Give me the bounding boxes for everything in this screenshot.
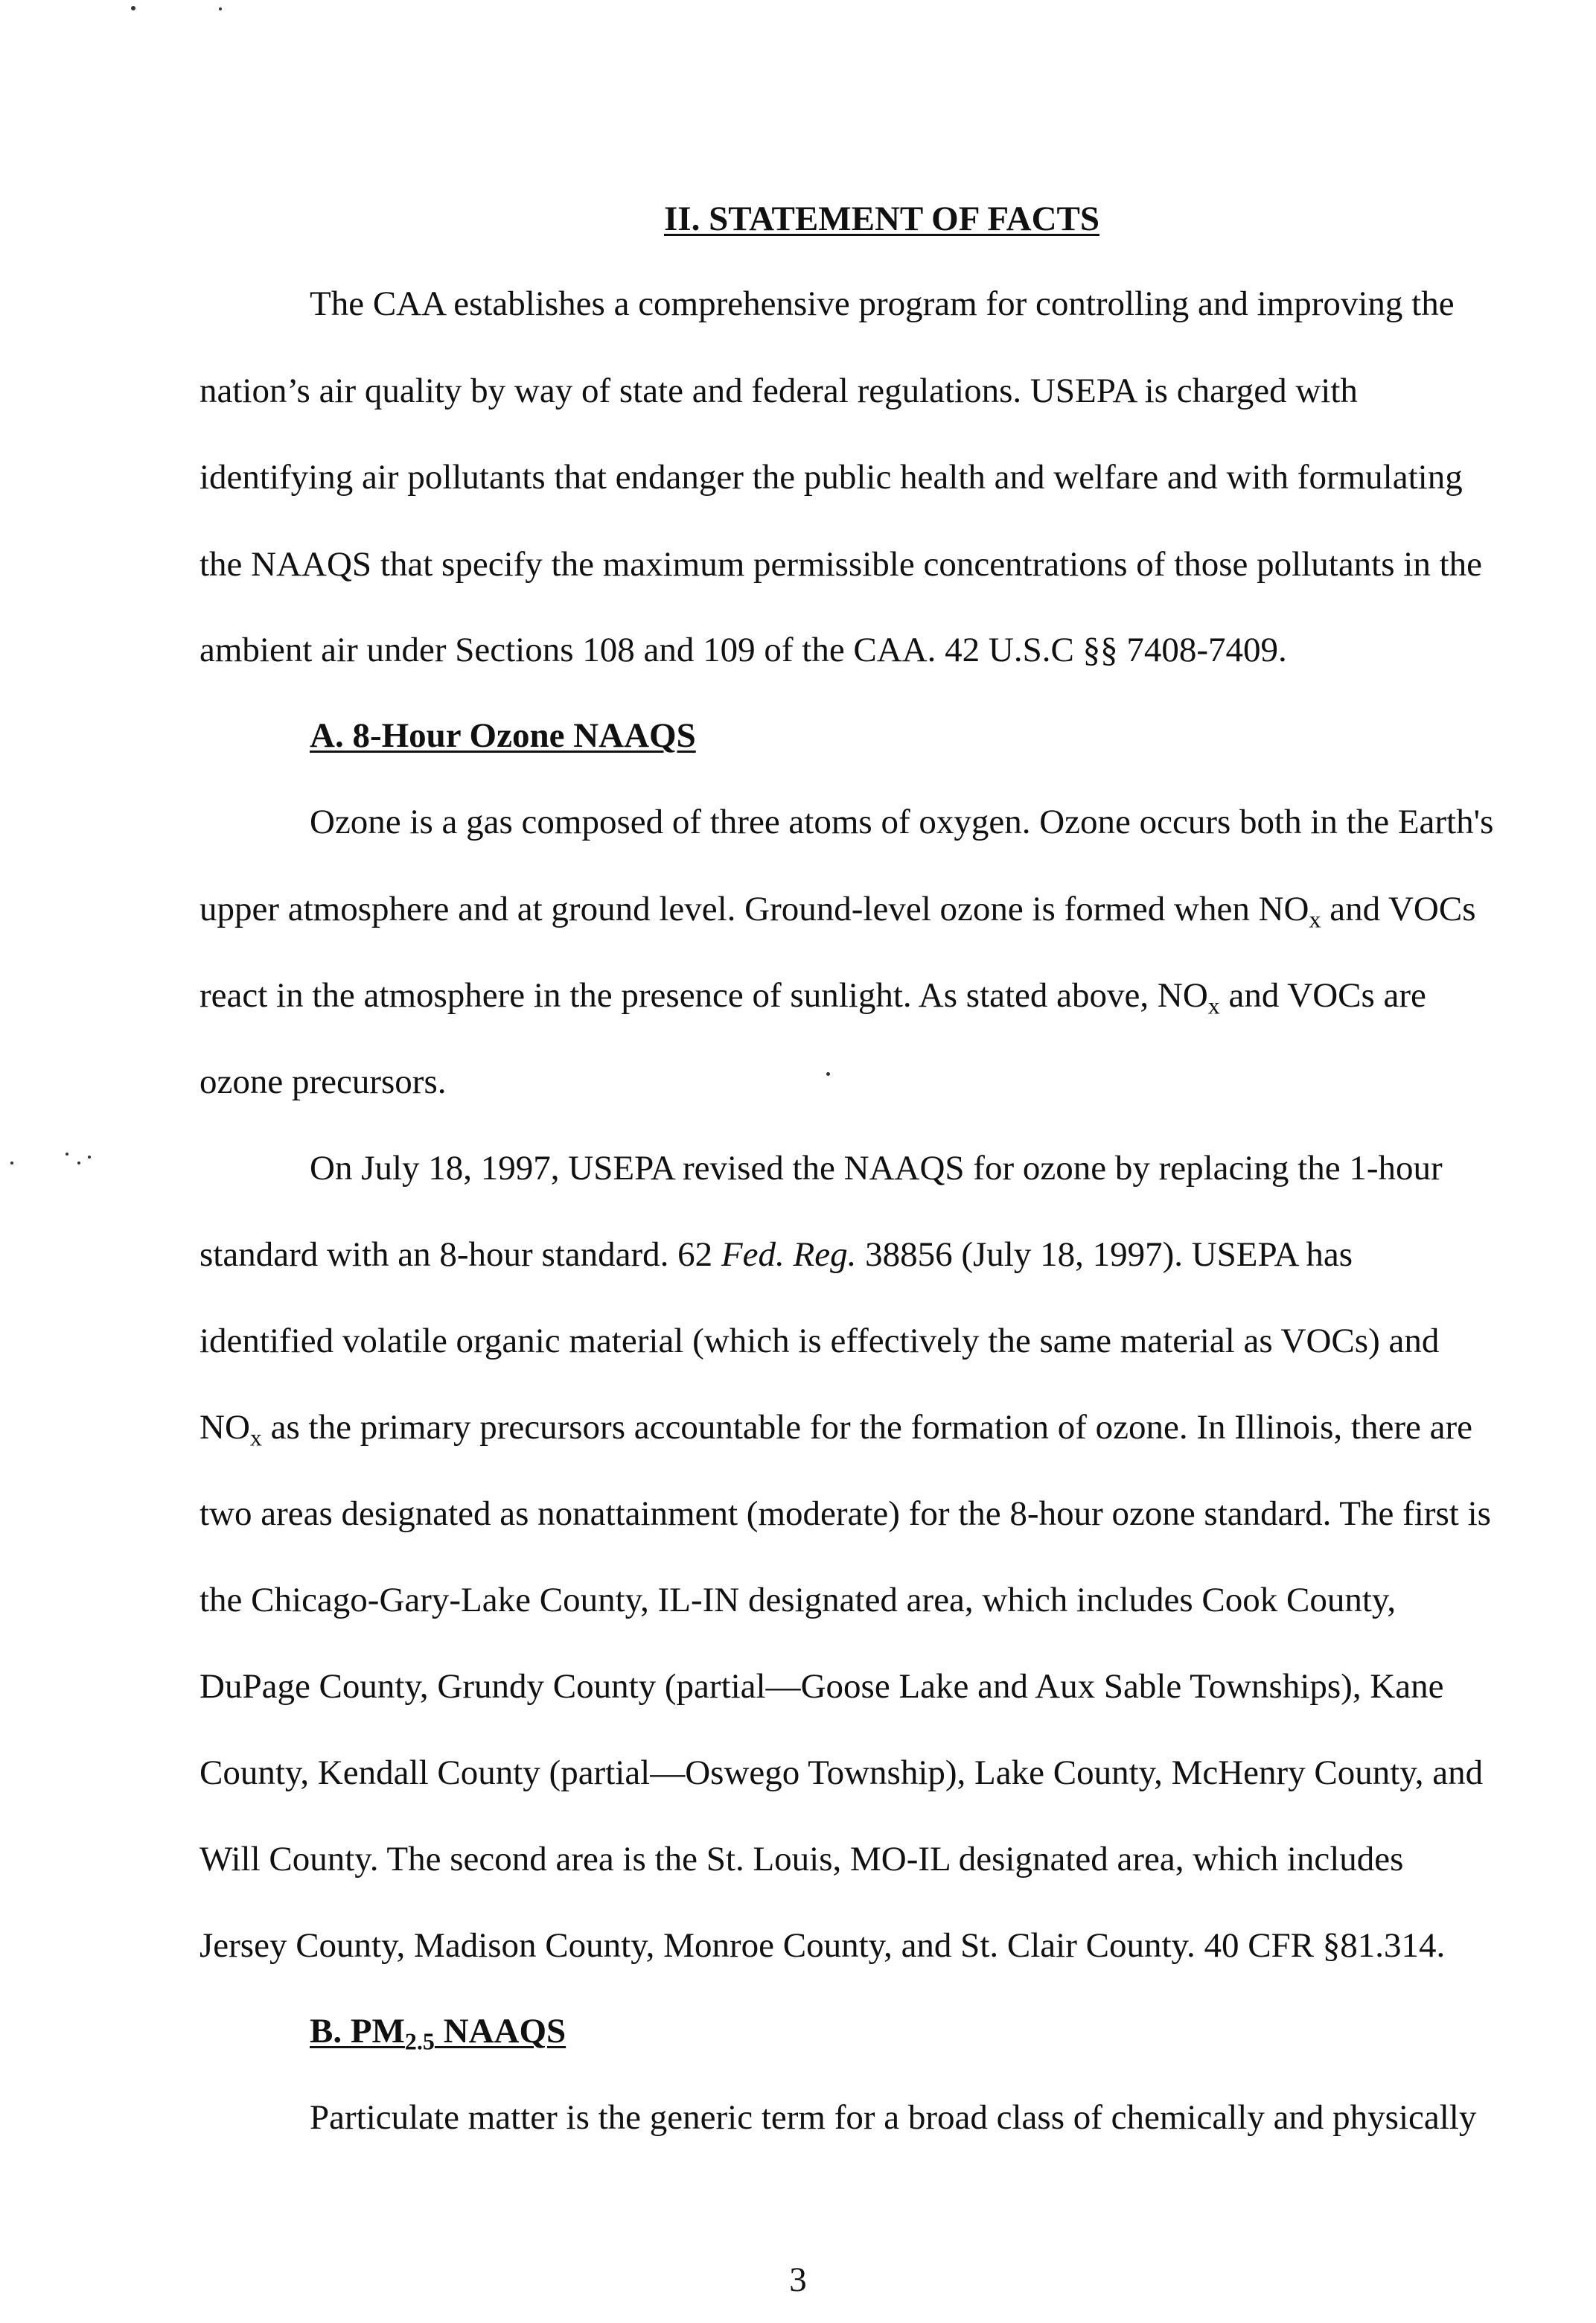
intro-line: the NAAQS that specify the maximum permissible concentrations of those pollutants in the	[200, 545, 1483, 584]
subscript: x	[1309, 906, 1321, 933]
text-run: react in the atmosphere in the presence of sunlight. As stated above, NO	[200, 976, 1208, 1015]
scan-speck	[88, 1156, 91, 1159]
text-run: 38856 (July 18, 1997). USEPA has	[856, 1235, 1353, 1274]
section-heading: II. STATEMENT OF FACTS	[664, 200, 1099, 238]
ozone-para2-line: On July 18, 1997, USEPA revised the NAAQS for ozone by replacing the 1-hour	[310, 1149, 1443, 1188]
subsection-a-heading: A. 8-Hour Ozone NAAQS	[310, 716, 696, 755]
scan-speck	[131, 6, 135, 10]
ozone-para2-line: Will County. The second area is the St. Louis, MO-IL designated area, which includes	[200, 1840, 1404, 1879]
ozone-para2-line: County, Kendall County (partial—Oswego Township), Lake County, McHenry County, and	[200, 1753, 1484, 1792]
page-number: 3	[789, 2260, 807, 2299]
text-run: NO	[200, 1408, 250, 1447]
ozone-para2-line: DuPage County, Grundy County (partial—Goose Lake and Aux Sable Townships), Kane	[200, 1667, 1444, 1706]
intro-line: The CAA establishes a comprehensive program for controlling and improving the	[310, 284, 1455, 323]
text-run: NAAQS	[434, 2012, 566, 2050]
scan-speck	[219, 7, 222, 10]
subscript: x	[249, 1424, 262, 1451]
text-run: and VOCs	[1321, 890, 1476, 928]
text-run: as the primary precursors accountable for the formation of ozone. In Illinois, there are	[261, 1408, 1472, 1447]
scan-speck	[10, 1162, 13, 1164]
ozone-para-line	[200, 888, 1476, 933]
subscript: x	[1207, 992, 1220, 1019]
intro-line: identifying air pollutants that endanger the public health and welfare and with formulating	[200, 458, 1463, 497]
scan-speck	[66, 1153, 68, 1156]
text-run: standard with an 8-hour standard. 62	[200, 1235, 721, 1274]
ozone-para2-line: two areas designated as nonattainment (moderate) for the 8-hour ozone standard. The first is	[200, 1494, 1491, 1533]
ozone-para2-line: identified volatile organic material (which is effectively the same material as VOCs) and	[200, 1322, 1440, 1360]
text-run: upper atmosphere and at ground level. Ground-level ozone is formed when NO	[200, 890, 1309, 928]
intro-line: nation’s air quality by way of state and federal regulations. USEPA is charged with	[200, 372, 1358, 410]
text-run: B. PM	[310, 2012, 405, 2050]
ozone-para2-line	[200, 1234, 1353, 1275]
ozone-para2-line	[200, 1406, 1472, 1451]
intro-line: ambient air under Sections 108 and 109 of the CAA. 42 U.S.C §§ 7408-7409.	[200, 631, 1287, 669]
ozone-para2-line: Jersey County, Madison County, Monroe County, and St. Clair County. 40 CFR §81.314.	[200, 1926, 1446, 1965]
subscript: 2.5	[404, 2028, 435, 2055]
ozone-para-line: ozone precursors.	[200, 1062, 447, 1101]
citation-reporter: Fed. Reg.	[721, 1235, 857, 1274]
ozone-para2-line: the Chicago-Gary-Lake County, IL-IN designated area, which includes Cook County,	[200, 1581, 1396, 1619]
ozone-para-line: Ozone is a gas composed of three atoms of oxygen. Ozone occurs both in the Earth's	[310, 803, 1494, 841]
scan-speck	[77, 1162, 80, 1164]
scan-speck	[826, 1072, 830, 1076]
pm-para-line: Particulate matter is the generic term for a broad class of chemically and physically	[310, 2098, 1477, 2137]
subsection-b-heading	[310, 2010, 566, 2055]
text-run: and VOCs are	[1219, 976, 1426, 1015]
ozone-para-line	[200, 975, 1426, 1019]
